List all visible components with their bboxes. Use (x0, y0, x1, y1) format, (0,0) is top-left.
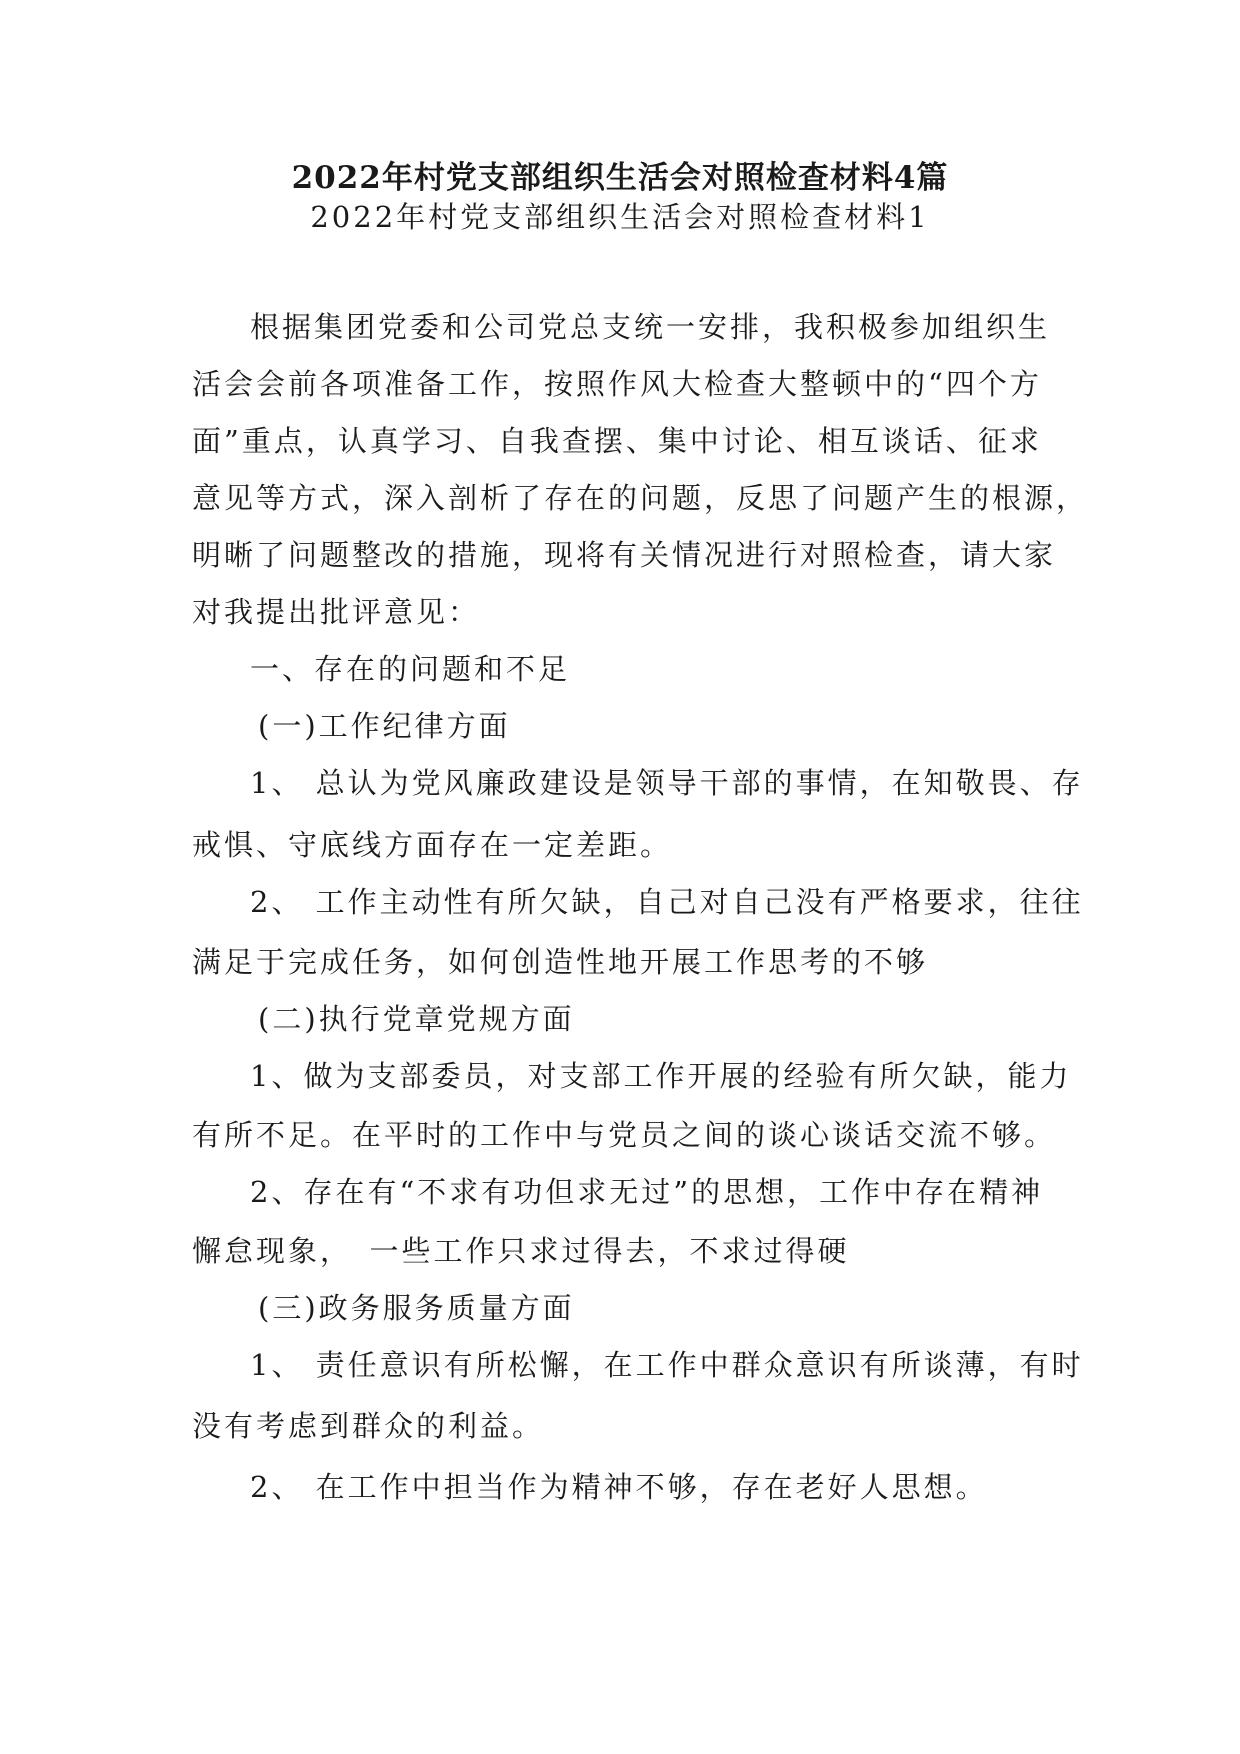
paragraph-line: 活会会前各项准备工作，按照作风大检查大整顿中的“四个方 (192, 367, 1042, 401)
list-item-continuation: 没有考虑到群众的利益。 (192, 1409, 545, 1443)
subsection-heading: (三)政务服务质量方面 (258, 1291, 575, 1325)
subsection-heading: (一)工作纪律方面 (258, 709, 511, 743)
list-item-continuation: 懈怠现象， 一些工作只求过得去，不求过得硬 (192, 1234, 850, 1268)
paragraph-line: 明晰了问题整改的措施，现将有关情况进行对照检查，请大家 (192, 538, 1057, 572)
paragraph-line: 面”重点，认真学习、自我查摆、集中讨论、相互谈话、征求 (192, 424, 1042, 458)
paragraph-line: 根据集团党委和公司党总支统一安排，我积极参加组织生 (250, 310, 1051, 344)
list-item-continuation: 戒惧、守底线方面存在一定差距。 (192, 828, 673, 862)
list-item: 1、 总认为党风廉政建设是领导干部的事情，在知敬畏、存 (250, 766, 1084, 800)
document-title: 2022年村党支部组织生活会对照检查材料4篇 (291, 160, 949, 196)
list-item-continuation: 满足于完成任务，如何创造性地开展工作思考的不够 (192, 945, 929, 979)
section-heading: 一、存在的问题和不足 (250, 652, 571, 686)
list-item: 2、存在有“不求有功但求无过”的思想，工作中存在精神 (250, 1175, 1044, 1209)
list-item: 2、 工作主动性有所欠缺，自己对自己没有严格要求，往往 (250, 885, 1084, 919)
paragraph-line: 意见等方式，深入剖析了存在的问题，反思了问题产生的根源， (192, 481, 1089, 515)
paragraph-line: 对我提出批评意见： (192, 595, 481, 629)
list-item: 2、 在工作中担当作为精神不够，存在老好人思想。 (250, 1470, 988, 1504)
list-item: 1、做为支部委员，对支部工作开展的经验有所欠缺，能力 (250, 1059, 1072, 1093)
subsection-heading: (二)执行党章党规方面 (258, 1002, 575, 1036)
list-item-continuation: 有所不足。在平时的工作中与党员之间的谈心谈话交流不够。 (192, 1118, 1057, 1152)
list-item: 1、 责任意识有所松懈，在工作中群众意识有所谈薄，有时 (250, 1348, 1084, 1382)
document-subtitle: 2022年村党支部组织生活会对照检查材料1 (310, 200, 930, 234)
